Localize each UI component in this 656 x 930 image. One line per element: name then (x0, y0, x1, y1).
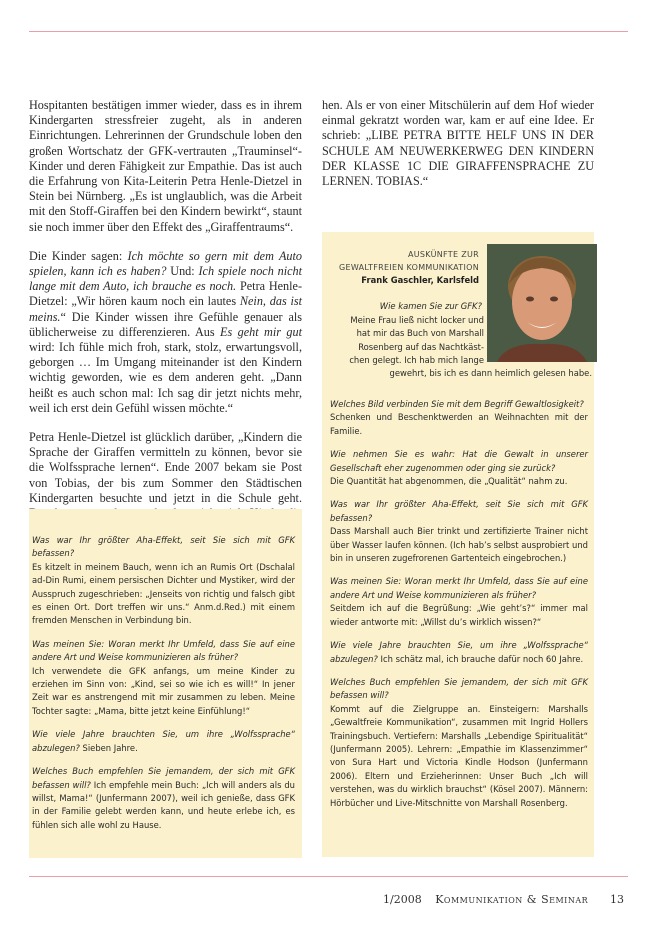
text-run: Petra Henle-Dietzel: „Wir hören kaum noch ein lautes (29, 279, 303, 309)
qa-item (32, 765, 295, 832)
qa-item (330, 398, 588, 438)
answer: Schenken und Beschenktwerden an Weihnachten mit der Familie. (330, 412, 588, 436)
page-number: 13 (610, 893, 624, 906)
question: Welches Bild verbinden Sie mit dem Begriff Gewaltlosigkeit? (330, 399, 584, 409)
quote-italic: Es geht mir gut (220, 324, 302, 339)
quote-italic: Ich spiele noch nicht lange mit dem Auto, ich brauche es noch. (29, 264, 302, 294)
qa-item (330, 498, 588, 565)
qa-item (32, 638, 295, 718)
answer: Ich empfehle mein Buch: „Ich will anders als du willst, Mama!“ (Junfermann 2007), weil ich genieße, dass GFK in der Familie gelebt werden kann, und heute erlebe ich, es fühlen sich alle wohl zu Hause. (32, 779, 295, 830)
left-column (29, 98, 302, 550)
question: Was war Ihr größter Aha-Effekt, seit Sie sich mit GFK befassen? (330, 499, 588, 523)
left-para-2 (29, 249, 302, 416)
question: Was war Ihr größter Aha-Effekt, seit Sie sich mit GFK befassen? (32, 535, 295, 559)
header-line-1: AUSKÜNFTE ZUR (407, 250, 479, 259)
left-para-1: Hospitanten bestätigen immer wieder, dass es in ihrem Kindergarten stressfreier zugeht, als in anderen Einrichtungen. Lehrerinnen der Grundschule loben den großen Wortschatz der GFK-vertrauten „Trauminsel“-Kinder und deren Fähigkeit zur Empathie. Das ist auch die Erfahrung von Kita-Leiterin Petra Henle-Dietzel in Stein bei Nürnberg. „Es ist unglaublich, was die Arbeit mit den Stoff-Giraffen bei den Kindern bewirkt“, staunt sie noch immer über den Effekt des „Giraffentraums“. (29, 98, 302, 234)
portrait-photo (487, 244, 597, 362)
answer: Seitdem ich auf die Begrüßung: „Wie geht’s?“ immer mal wieder antworte mit: „Willst du’s wirklich wissen?“ (330, 603, 588, 627)
answer: Dass Marshall auch Bier trinkt und zertifizierte Trainer nicht über Wasser laufen können. (Ich hab’s selbst ausprobiert und bin in unseren zugefrorenen Gartenteich eingebrochen.) (330, 526, 588, 564)
text-run: wird: Ich fühle mich froh, stark, stolz, erwartungsvoll, geborgen … Im Umgang miteinander ist den Kindern wichtig geworden, wie es dem anderen geht. „Dann heißt es auch schon mal: Ich sag dir jetzt nichts mehr, weil ich erst dein Gefühl wissen möchte.“ (29, 340, 302, 415)
qa-item (330, 448, 588, 488)
qa-item (330, 575, 588, 629)
text-run: “ Die Kinder wissen ihre Gefühle genauer als üblicherweise zu differenzieren. Aus (29, 309, 302, 339)
right-para-1: hen. Als er von einer Mitschülerin auf dem Hof wieder einmal gekratzt worden war, kam er auf eine Idee. Er schrieb: „LIBE PETRA BITTE HELF UNS IN DER SCHULE AM NEUWERKERWEG DEN KINDERN DER KLASSE 1C DIE GIRAFFENSPRACHE ZU LERNEN. TOBIAS.“ (322, 98, 594, 189)
right-interview-intro (330, 300, 482, 313)
qa-item (32, 534, 295, 628)
answer: Meine Frau ließ nicht locker und hat mir das Buch von Marshall Rosenberg auf das Nachtkäst- chen gelegt. Ich hab mich lange (349, 315, 484, 366)
question: Wie kamen Sie zur GFK? (379, 301, 482, 311)
qa-item (330, 676, 588, 810)
question: Was meinen Sie: Woran merkt Ihr Umfeld, dass Sie auf eine andere Art und Weise kommunizieren als früher? (32, 638, 295, 663)
answer: Ich verwendete die GFK anfangs, um meine Kinder zu erziehen im Sinn von: „Kind, sei so wie ich es will!“ In jener Zeit war es anstrengend mit mir zusammen zu leben. Meine Tochter sagte: „Mama, bitte jetzt keine Einfühlung!“ (32, 665, 295, 716)
quote-italic: Nein, das ist meins. (29, 294, 303, 324)
question: Was meinen Sie: Woran merkt Ihr Umfeld, dass Sie auf eine andere Art und Weise kommunizieren als früher? (330, 576, 588, 600)
text-run: Die Kinder sagen: (29, 248, 128, 263)
interview-header (326, 248, 479, 287)
right-interview-answer-1 (330, 314, 484, 368)
right-interview-content (330, 398, 588, 820)
bottom-rule (29, 876, 628, 877)
left-interview-content (32, 534, 295, 842)
question: Wie viele Jahre brauchten Sie, um ihre „Wolfssprache“ abzulegen? (330, 640, 588, 664)
answer: Ich schätz mal, ich brauche dafür noch 60 Jahre. (380, 653, 584, 664)
footer (383, 893, 598, 906)
question: Wie nehmen Sie es wahr: Hat die Gewalt in unserer Gesellschaft eher zugenommen oder ging sie zurück? (330, 449, 588, 473)
right-interview-answer-1b (330, 367, 592, 380)
qa-item (330, 639, 588, 666)
header-line-2: GEWALTFREIEN KOMMUNIKATION (339, 263, 479, 272)
right-column (322, 98, 594, 203)
question: Welches Buch empfehlen Sie jemandem, der sich mit GFK befassen will? (330, 676, 588, 701)
answer: Es kitzelt in meinem Bauch, wenn ich an Rumis Ort (Dschalal ad-Din Rumi, einem persischen Dichter und Mystiker, wird der Ausspruch zugeschrieben: „Jenseits von richtig und falsch gibt es einen Ort. Dort treffen wir uns.“ Anm.d.Red.) mit einem fremden Menschen in Verbindung bin. (32, 561, 295, 626)
quote-italic: Ich möchte so gern mit dem Auto spielen, kann ich es haben? (29, 248, 302, 279)
answer: gewehrt, bis ich es dann heimlich gelesen habe. (389, 368, 592, 378)
answer: Sieben Jahre. (82, 742, 138, 753)
portrait-illustration (487, 244, 597, 362)
interviewee-name: Frank Gaschler, Karlsfeld (361, 275, 479, 285)
answer: Kommt auf die Zielgruppe an. Einsteigern: Marshalls „Gewaltfreie Kommunikation“, zusammen mit Ingrid Hollers Trainingsbuch. Vertiefern: Marshalls „Lebendige Spiritualität“ (Junfermann 2005). Lehrern: „Empathie im Klassenzimmer“ von Sura Hart und Victoria Kindle Hodson (Junfermann 2006). Eltern und Erzieherinnen: Unser Buch „Ich will verstehen, was du wirklich brauchst“ (Kösel 2007). Männern: Hörbücher und Live-Mitschnitte von Marshall Rosenberg. (330, 703, 588, 808)
question: Wie viele Jahre brauchten Sie, um ihre „Wolfssprache“ abzulegen? (32, 729, 295, 753)
left-para-3: Petra Henle-Dietzel ist glücklich darüber, „Kindern die Sprache der Giraffen vermitteln zu können, bevor sie die Wolfssprache lernen“. Ende 2007 bekam sie Post von Tobias, der bis zum Sommer den Städtischen Kindergarten besuchte und jetzt in die Schule geht. (29, 430, 302, 505)
answer: Die Quantität hat abgenommen, die „Qualität“ nahm zu. (330, 476, 568, 487)
text-run: Und: (166, 264, 199, 279)
top-rule (29, 31, 628, 32)
question: Welches Buch empfehlen Sie jemandem, der sich mit GFK befassen will? (32, 766, 295, 790)
issue-number: 1/2008 (383, 893, 422, 906)
qa-item (32, 728, 295, 755)
publication-name: Kommunikation & Seminar (435, 893, 589, 906)
